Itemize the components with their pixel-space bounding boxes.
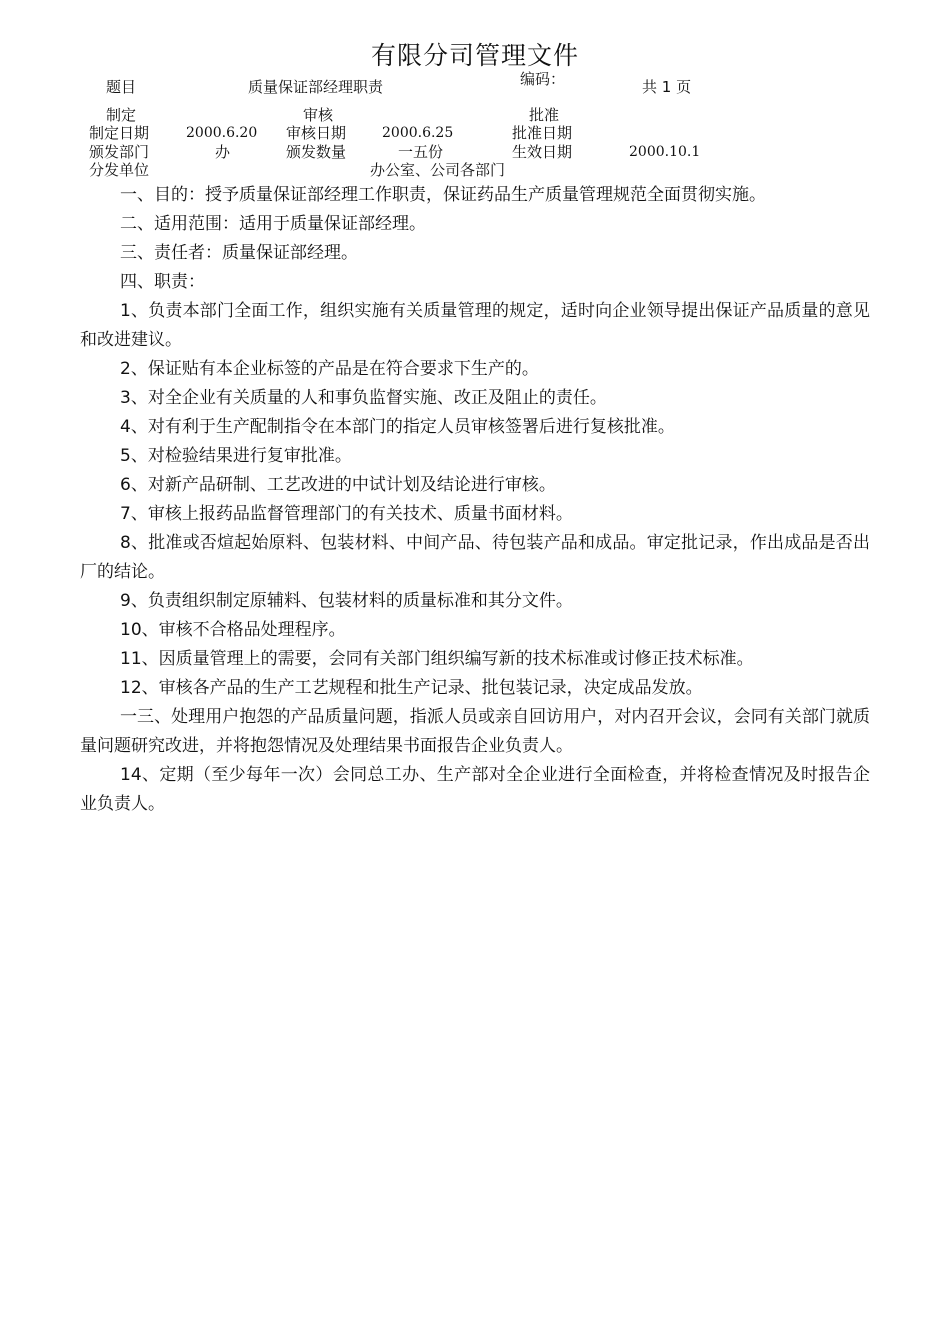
duty-item: 10、审核不合格品处理程序。 bbox=[120, 620, 346, 640]
approve-date-label: 批准日期 bbox=[512, 124, 573, 142]
duty-item: 8、批准或否煊起始原料、包装材料、中间产品、待包装产品和成品。审定批记录，作出成品是否出厂的结论。 bbox=[80, 533, 870, 582]
draft-date-label: 制定日期 bbox=[89, 124, 150, 142]
code-label: 编码： bbox=[520, 70, 566, 88]
issuing-dept: 办 bbox=[215, 143, 231, 161]
document-body bbox=[80, 181, 870, 819]
paragraph-responsible: 三、责任者：质量保证部经理。 bbox=[120, 243, 358, 263]
document-title: 有限分司管理文件 bbox=[370, 41, 579, 70]
issuing-dept-label: 颁发部门 bbox=[89, 143, 150, 161]
duty-item: 12、审核各产品的生产工艺规程和批生产记录、批包装记录，决定成品发放。 bbox=[120, 678, 703, 698]
issue-qty: 一五份 bbox=[398, 143, 444, 161]
distribution-label: 分发单位 bbox=[89, 161, 150, 179]
duty-item: 2、保证贴有本企业标签的产品是在符合要求下生产的。 bbox=[120, 359, 539, 379]
drafted-label: 制定 bbox=[106, 106, 137, 124]
effective-date-label: 生效日期 bbox=[512, 143, 573, 161]
draft-date: 2000.6.20 bbox=[186, 125, 258, 141]
review-date-label: 审核日期 bbox=[286, 124, 347, 142]
duty-item: 一三、处理用户抱怨的产品质量问题，指派人员或亲自回访用户，对内召开会议，会同有关部门就质量问题研究改进，并将抱怨情况及处理结果书面报告企业负责人。 bbox=[80, 707, 870, 756]
paragraph-duties-heading: 四、职责： bbox=[120, 272, 205, 292]
duty-item: 11、因质量管理上的需要，会同有关部门组织编写新的技术标准或讨修正技术标准。 bbox=[120, 649, 754, 669]
duty-item: 9、负责组织制定原辅料、包装材料的质量标准和其分文件。 bbox=[120, 591, 573, 611]
subject-label: 题目 bbox=[106, 78, 137, 96]
subject-value: 质量保证部经理职责 bbox=[248, 78, 384, 96]
duty-item: 14、定期（至少每年一次）会同总工办、生产部对全企业进行全面检查，并将检查情况及时报告企业负责人。 bbox=[80, 765, 870, 814]
page-count: 共 1 页 bbox=[642, 78, 692, 96]
duty-item: 1、负责本部门全面工作，组织实施有关质量管理的规定，适时向企业领导提出保证产品质量的意见和改进建议。 bbox=[80, 301, 870, 350]
duty-item: 6、对新产品研制、工艺改进的中试计划及结论进行审核。 bbox=[120, 475, 556, 495]
reviewed-label: 审核 bbox=[303, 106, 334, 124]
distribution-value: 办公室、公司各部门 bbox=[370, 161, 506, 179]
paragraph-scope: 二、适用范围：适用于质量保证部经理。 bbox=[120, 214, 426, 234]
issue-qty-label: 颁发数量 bbox=[286, 143, 347, 161]
duty-item: 4、对有利于生产配制指令在本部门的指定人员审核签署后进行复核批准。 bbox=[120, 417, 675, 437]
effective-date: 2000.10.1 bbox=[629, 144, 701, 160]
approved-label: 批准 bbox=[529, 106, 560, 124]
duty-item: 5、对检验结果进行复审批准。 bbox=[120, 446, 352, 466]
review-date: 2000.6.25 bbox=[382, 125, 454, 141]
duty-item: 7、审核上报药品监督管理部门的有关技术、质量书面材料。 bbox=[120, 504, 573, 524]
duty-item: 3、对全企业有关质量的人和事负监督实施、改正及阻止的责任。 bbox=[120, 388, 607, 408]
paragraph-purpose: 一、目的：授予质量保证部经理工作职责，保证药品生产质量管理规范全面贯彻实施。 bbox=[120, 185, 766, 205]
